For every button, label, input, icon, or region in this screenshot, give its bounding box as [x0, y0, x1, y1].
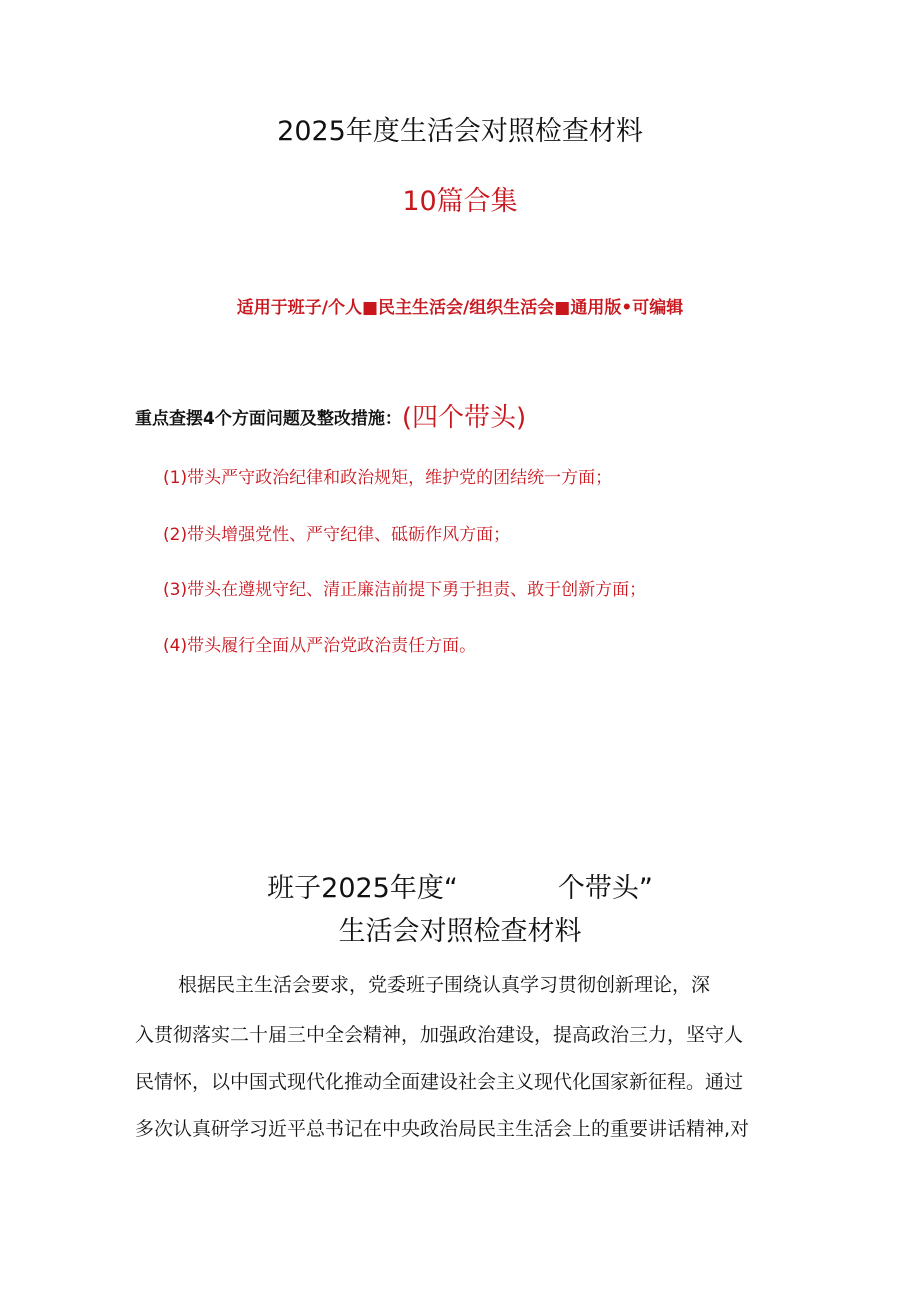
- paragraph-line: 入贯彻落实二十届三中全会精神，加强政治建设，提高政治三力，坚守人: [135, 1024, 744, 1046]
- applicability-line: 适用于班子/个人■民主生活会/组织生活会■通用版•可编辑: [236, 298, 684, 318]
- document-title: 2025年度生活会对照检查材料: [277, 116, 643, 147]
- measure-item: (3)带头在遵规守纪、清正廉洁前提下勇于担责、敢于创新方面；: [163, 580, 647, 600]
- measure-item: (1)带头严守政治纪律和政治规矩，维护党的团结统一方面；: [163, 468, 613, 488]
- focus-highlight: (四个带头): [401, 403, 527, 433]
- focus-heading: [135, 401, 526, 436]
- article-title-line1: [0, 870, 920, 908]
- focus-label: 重点查摆4个方面问题及整改措施：: [135, 409, 402, 429]
- measure-item: (4)带头履行全面从严治党政治责任方面。: [163, 636, 477, 656]
- article-title-part2: 个带头”: [557, 873, 653, 904]
- paragraph-line: 根据民主生活会要求，党委班子围绕认真学习贯彻创新理论，深: [178, 974, 711, 996]
- paragraph-line: 多次认真研学习近平总书记在中央政治局民主生活会上的重要讲话精神,对: [135, 1118, 750, 1140]
- measure-item: (2)带头增强党性、严守纪律、砥砺作风方面；: [163, 525, 511, 545]
- paragraph-line: 民情怀，以中国式现代化推动全面建设社会主义现代化国家新征程。通过: [135, 1071, 744, 1093]
- article-title-line2: 生活会对照检查材料: [338, 916, 582, 947]
- article-title-part1: 班子2025年度“: [267, 873, 458, 904]
- document-subtitle: 10篇合集: [402, 186, 518, 217]
